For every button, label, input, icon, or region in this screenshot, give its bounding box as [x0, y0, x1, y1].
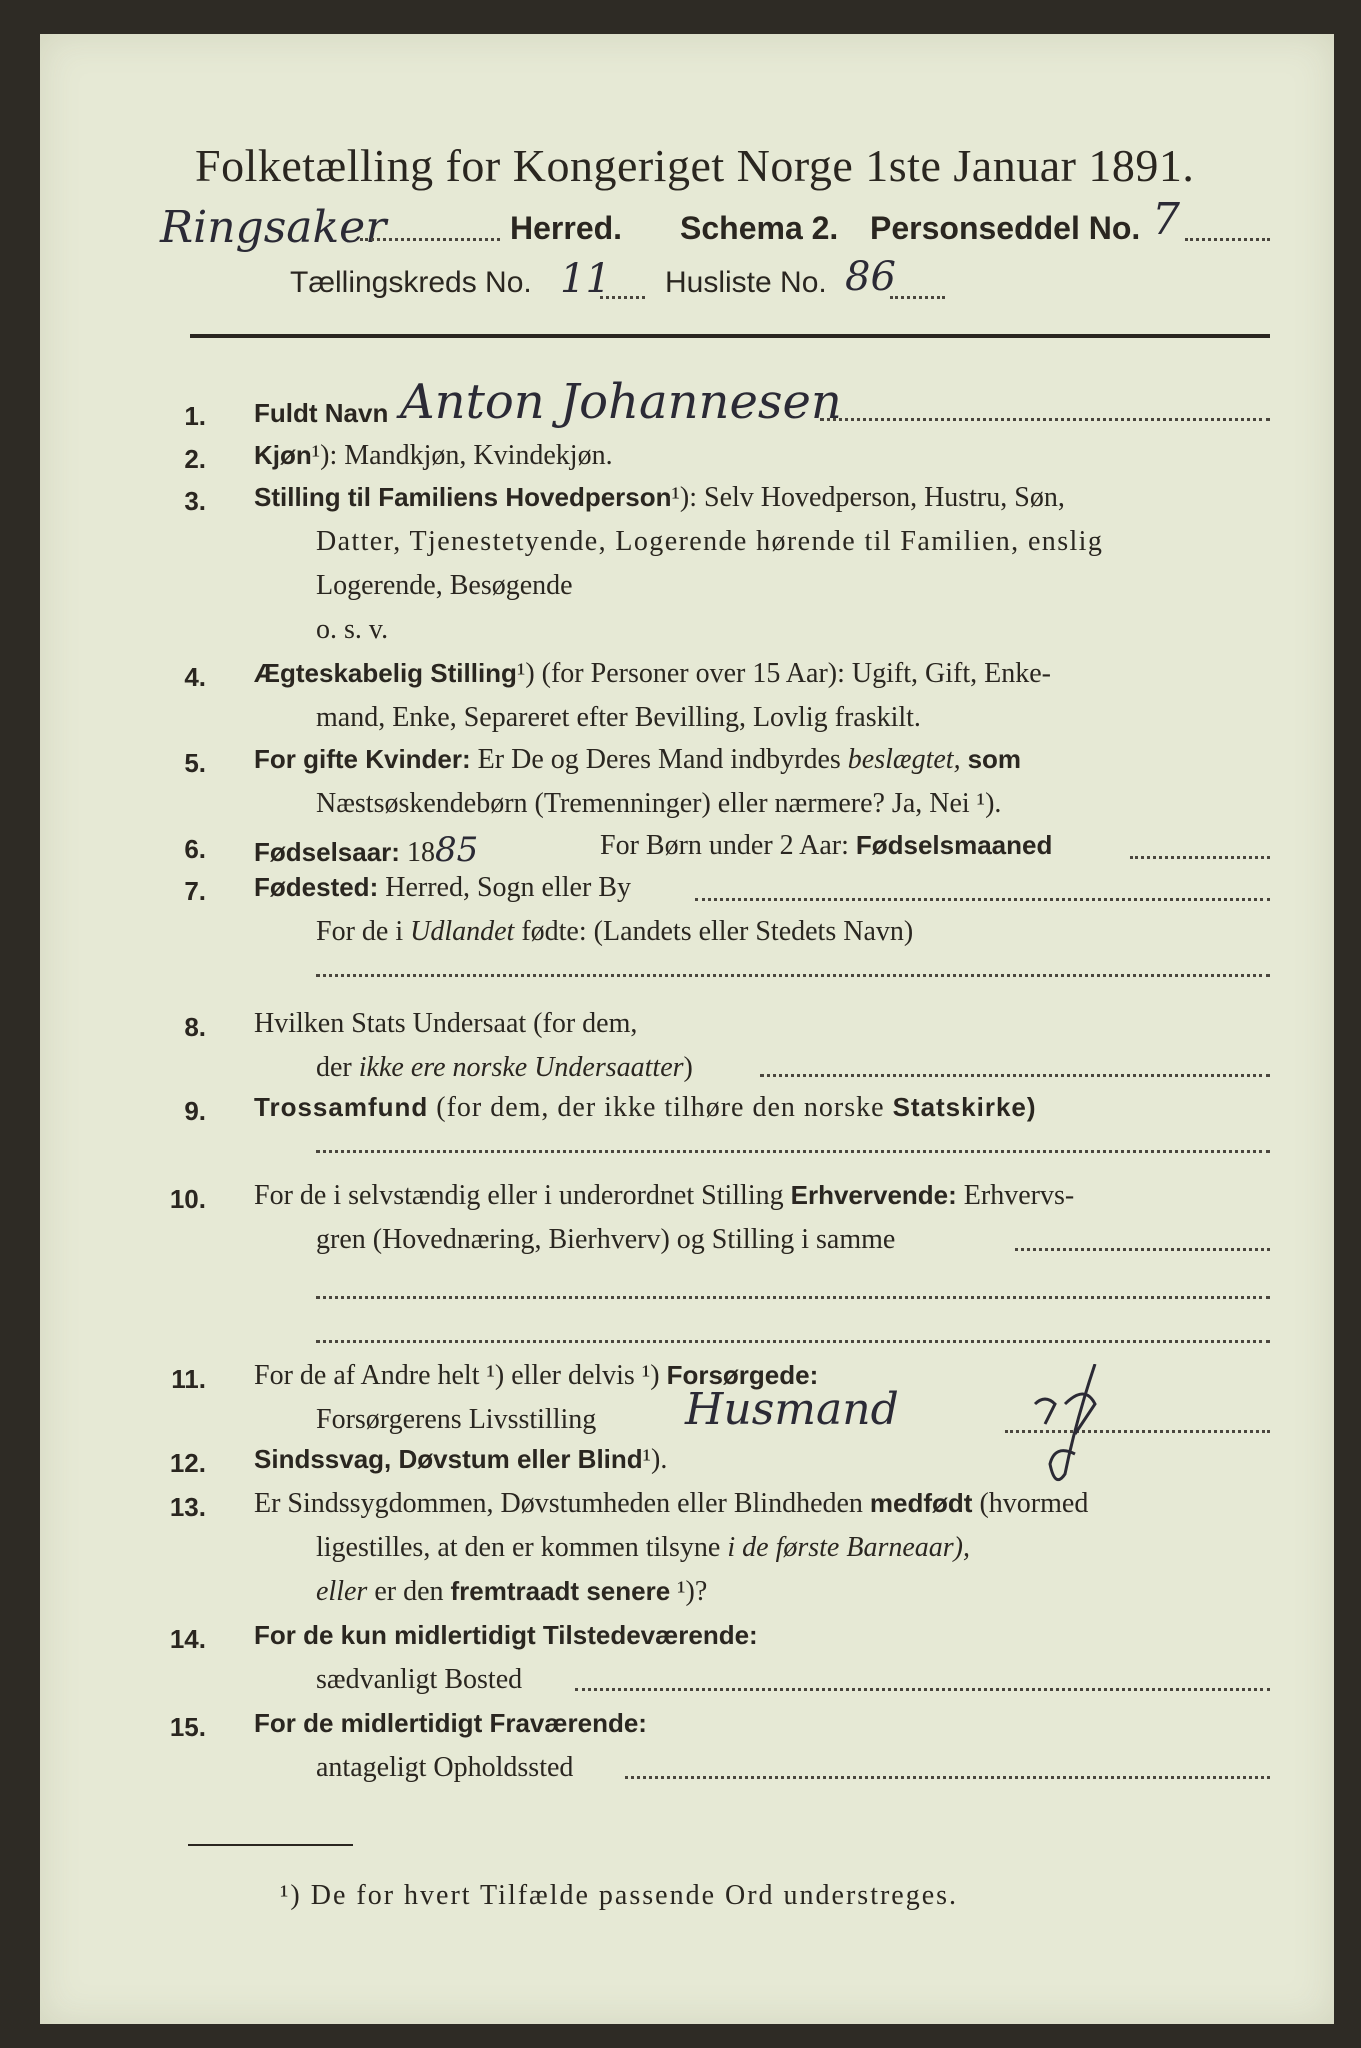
form-title: Folketælling for Kongeriget Norge 1ste Januar 1891.	[195, 140, 1195, 191]
field-13-line-2	[316, 1532, 970, 1564]
dotted-leader	[760, 1074, 1270, 1077]
husliste-handwritten: 86	[845, 254, 896, 300]
field-3-line-3: Logerende, Besøgende	[316, 570, 573, 601]
year-handwritten: 85	[434, 830, 479, 870]
dotted-leader	[600, 296, 645, 299]
dotted-leader	[695, 898, 1270, 901]
field-number: 10.	[169, 1184, 206, 1214]
field-10	[254, 1180, 1074, 1212]
husliste-label: Husliste No.	[665, 266, 827, 299]
text-segment: fødte: (Landets eller Stedets Navn)	[521, 916, 914, 947]
field-15	[254, 1708, 647, 1740]
header-rule	[190, 334, 1270, 338]
field-options: Herred, Sogn eller By	[385, 872, 631, 903]
field-6	[254, 830, 478, 870]
text-segment: For de i	[316, 916, 404, 947]
year-prefix: 18	[406, 837, 435, 868]
dotted-leader	[316, 974, 1270, 977]
footnote-rule	[188, 1844, 353, 1846]
field-10-line-2: gren (Hovednæring, Bierhverv) og Stilling i samme	[316, 1224, 896, 1255]
personseddel-handwritten: 7	[1152, 194, 1180, 245]
field-question: Er De og Deres Mand indbyrdes	[477, 744, 841, 775]
field-number: 1.	[184, 401, 206, 431]
dotted-leader	[625, 1776, 1270, 1779]
field-label: For de kun midlertidigt Tilstedeværende:	[254, 1620, 758, 1650]
field-3	[254, 482, 1065, 514]
dotted-leader	[890, 296, 945, 299]
field-number: 8.	[184, 1012, 206, 1042]
field-label: Kjøn	[254, 440, 312, 470]
dotted-leader	[316, 1296, 1270, 1299]
field-end: (hvormed	[979, 1488, 1089, 1519]
text-italic: i de første Barneaar),	[727, 1532, 970, 1563]
field-3-line-4: o. s. v.	[316, 614, 389, 645]
text-segment: der	[316, 1052, 352, 1083]
text-segment: ¹).	[642, 1444, 668, 1475]
field-label: Sindssvag, Døvstum eller Blind	[254, 1444, 643, 1474]
dotted-leader	[316, 1340, 1270, 1343]
personseddel-label: Personseddel No.	[870, 210, 1141, 246]
field-number: 12.	[169, 1448, 206, 1478]
field-question: For de i selvstændig eller i underordnet Stilling	[254, 1180, 784, 1211]
field-question: (for dem, der ikke tilhøre den norske	[436, 1092, 885, 1123]
field-6-child	[600, 830, 1052, 862]
handwritten-mark	[1015, 1364, 1135, 1494]
field-label: Ægteskabelig Stilling	[254, 658, 517, 688]
field-options: ¹) (for Personer over 15 Aar): Ugift, Gift, Enke-	[516, 658, 1051, 689]
field-options: ¹): Selv Hovedperson, Hustru, Søn,	[671, 482, 1065, 513]
dotted-leader	[575, 1688, 1270, 1691]
footnote: ¹) De for hvert Tilfælde passende Ord understreges.	[280, 1880, 959, 1911]
field-number: 15.	[169, 1712, 206, 1742]
field-label: Stilling til Familiens Hovedperson	[254, 482, 672, 512]
dotted-leader	[360, 238, 500, 241]
field-13-line-3	[316, 1576, 707, 1608]
field-italic: beslægtet,	[847, 744, 961, 775]
field-14	[254, 1620, 758, 1652]
field-1	[254, 398, 388, 430]
text-segment: ¹)?	[677, 1576, 708, 1607]
schema-label: Schema 2.	[680, 210, 839, 246]
census-form-page	[40, 34, 1334, 2024]
field-5-line-2: Næstsøskendebørn (Tremenninger) eller nærmere? Ja, Nei ¹).	[316, 788, 1002, 819]
field-8-line-2: der ikke ere norske Undersaatter)	[316, 1052, 693, 1083]
field-number: 13.	[169, 1492, 206, 1522]
field-number: 3.	[184, 486, 206, 516]
field-5	[254, 744, 1021, 776]
kreds-handwritten: 11	[560, 256, 611, 302]
field-12	[254, 1444, 667, 1476]
field-label: Fødselsaar:	[254, 837, 400, 867]
field-question: Er Sindssygdommen, Døvstumheden eller Blindheden	[254, 1488, 863, 1519]
field-13	[254, 1488, 1088, 1520]
field-number: 6.	[184, 834, 206, 864]
livsstilling-handwritten: Husmand	[685, 1384, 899, 1435]
field-question: For de af Andre helt ¹) eller delvis ¹)	[254, 1360, 660, 1391]
field-label: Erhvervende:	[790, 1180, 957, 1210]
kreds-label: Tællingskreds No.	[290, 266, 532, 299]
field-number: 11.	[171, 1364, 206, 1394]
field-number: 5.	[184, 748, 206, 778]
name-handwritten: Anton Johannesen	[400, 374, 842, 430]
field-number: 14.	[169, 1624, 206, 1654]
text-segment: er den	[374, 1576, 444, 1607]
field-number: 4.	[184, 662, 206, 692]
field-end: som	[967, 744, 1022, 774]
field-end: Statskirke)	[892, 1092, 1037, 1122]
field-end: Erhvervs-	[963, 1180, 1075, 1211]
field-15-line-2: antageligt Opholdssted	[316, 1752, 574, 1783]
text-segment: ligestilles, at den er kommen tilsyne	[316, 1532, 721, 1563]
field-question: For Børn under 2 Aar:	[600, 830, 849, 861]
dotted-leader	[820, 418, 1270, 421]
field-label: Trossamfund	[254, 1092, 429, 1122]
field-label: Forsørgede:	[666, 1360, 819, 1390]
field-7	[254, 872, 631, 904]
field-number: 2.	[184, 444, 206, 474]
field-4-line-2: mand, Enke, Separeret efter Bevilling, Lovlig fraskilt.	[316, 702, 921, 733]
field-8: Hvilken Stats Undersaat (for dem,	[254, 1008, 638, 1039]
field-11-line-2: Forsørgerens Livsstilling	[316, 1404, 597, 1435]
field-14-line-2: sædvanligt Bosted	[316, 1664, 523, 1695]
text-italic: eller	[316, 1576, 368, 1607]
field-label: Fuldt Navn	[254, 398, 389, 428]
field-label: Fødselsmaaned	[855, 830, 1053, 860]
field-options: ¹): Mandkjøn, Kvindekjøn.	[311, 440, 613, 471]
field-7-line-2	[316, 916, 913, 948]
field-number: 7.	[184, 876, 206, 906]
field-label: For gifte Kvinder:	[254, 744, 471, 774]
field-4	[254, 658, 1051, 690]
field-2	[254, 440, 613, 472]
text-italic: Udlandet	[410, 916, 515, 947]
field-number: 9.	[184, 1096, 206, 1126]
herred-handwritten: Ringsaker	[160, 202, 387, 253]
field-3-line-2: Datter, Tjenestetyende, Logerende hørende til Familien, enslig	[316, 526, 1104, 557]
dotted-leader	[1015, 1248, 1270, 1251]
dotted-leader	[316, 1150, 1270, 1153]
field-label: For de midlertidigt Fraværende:	[254, 1708, 647, 1738]
dotted-leader	[1130, 856, 1270, 859]
herred-label: Herred.	[510, 210, 623, 246]
field-label: medfødt	[869, 1488, 973, 1518]
text-bold: fremtraadt senere	[450, 1576, 671, 1606]
field-label: Fødested:	[254, 872, 379, 902]
text-italic: ikke ere norske Undersaatter	[358, 1052, 684, 1083]
dotted-leader	[1185, 238, 1270, 241]
field-9	[254, 1092, 1037, 1124]
